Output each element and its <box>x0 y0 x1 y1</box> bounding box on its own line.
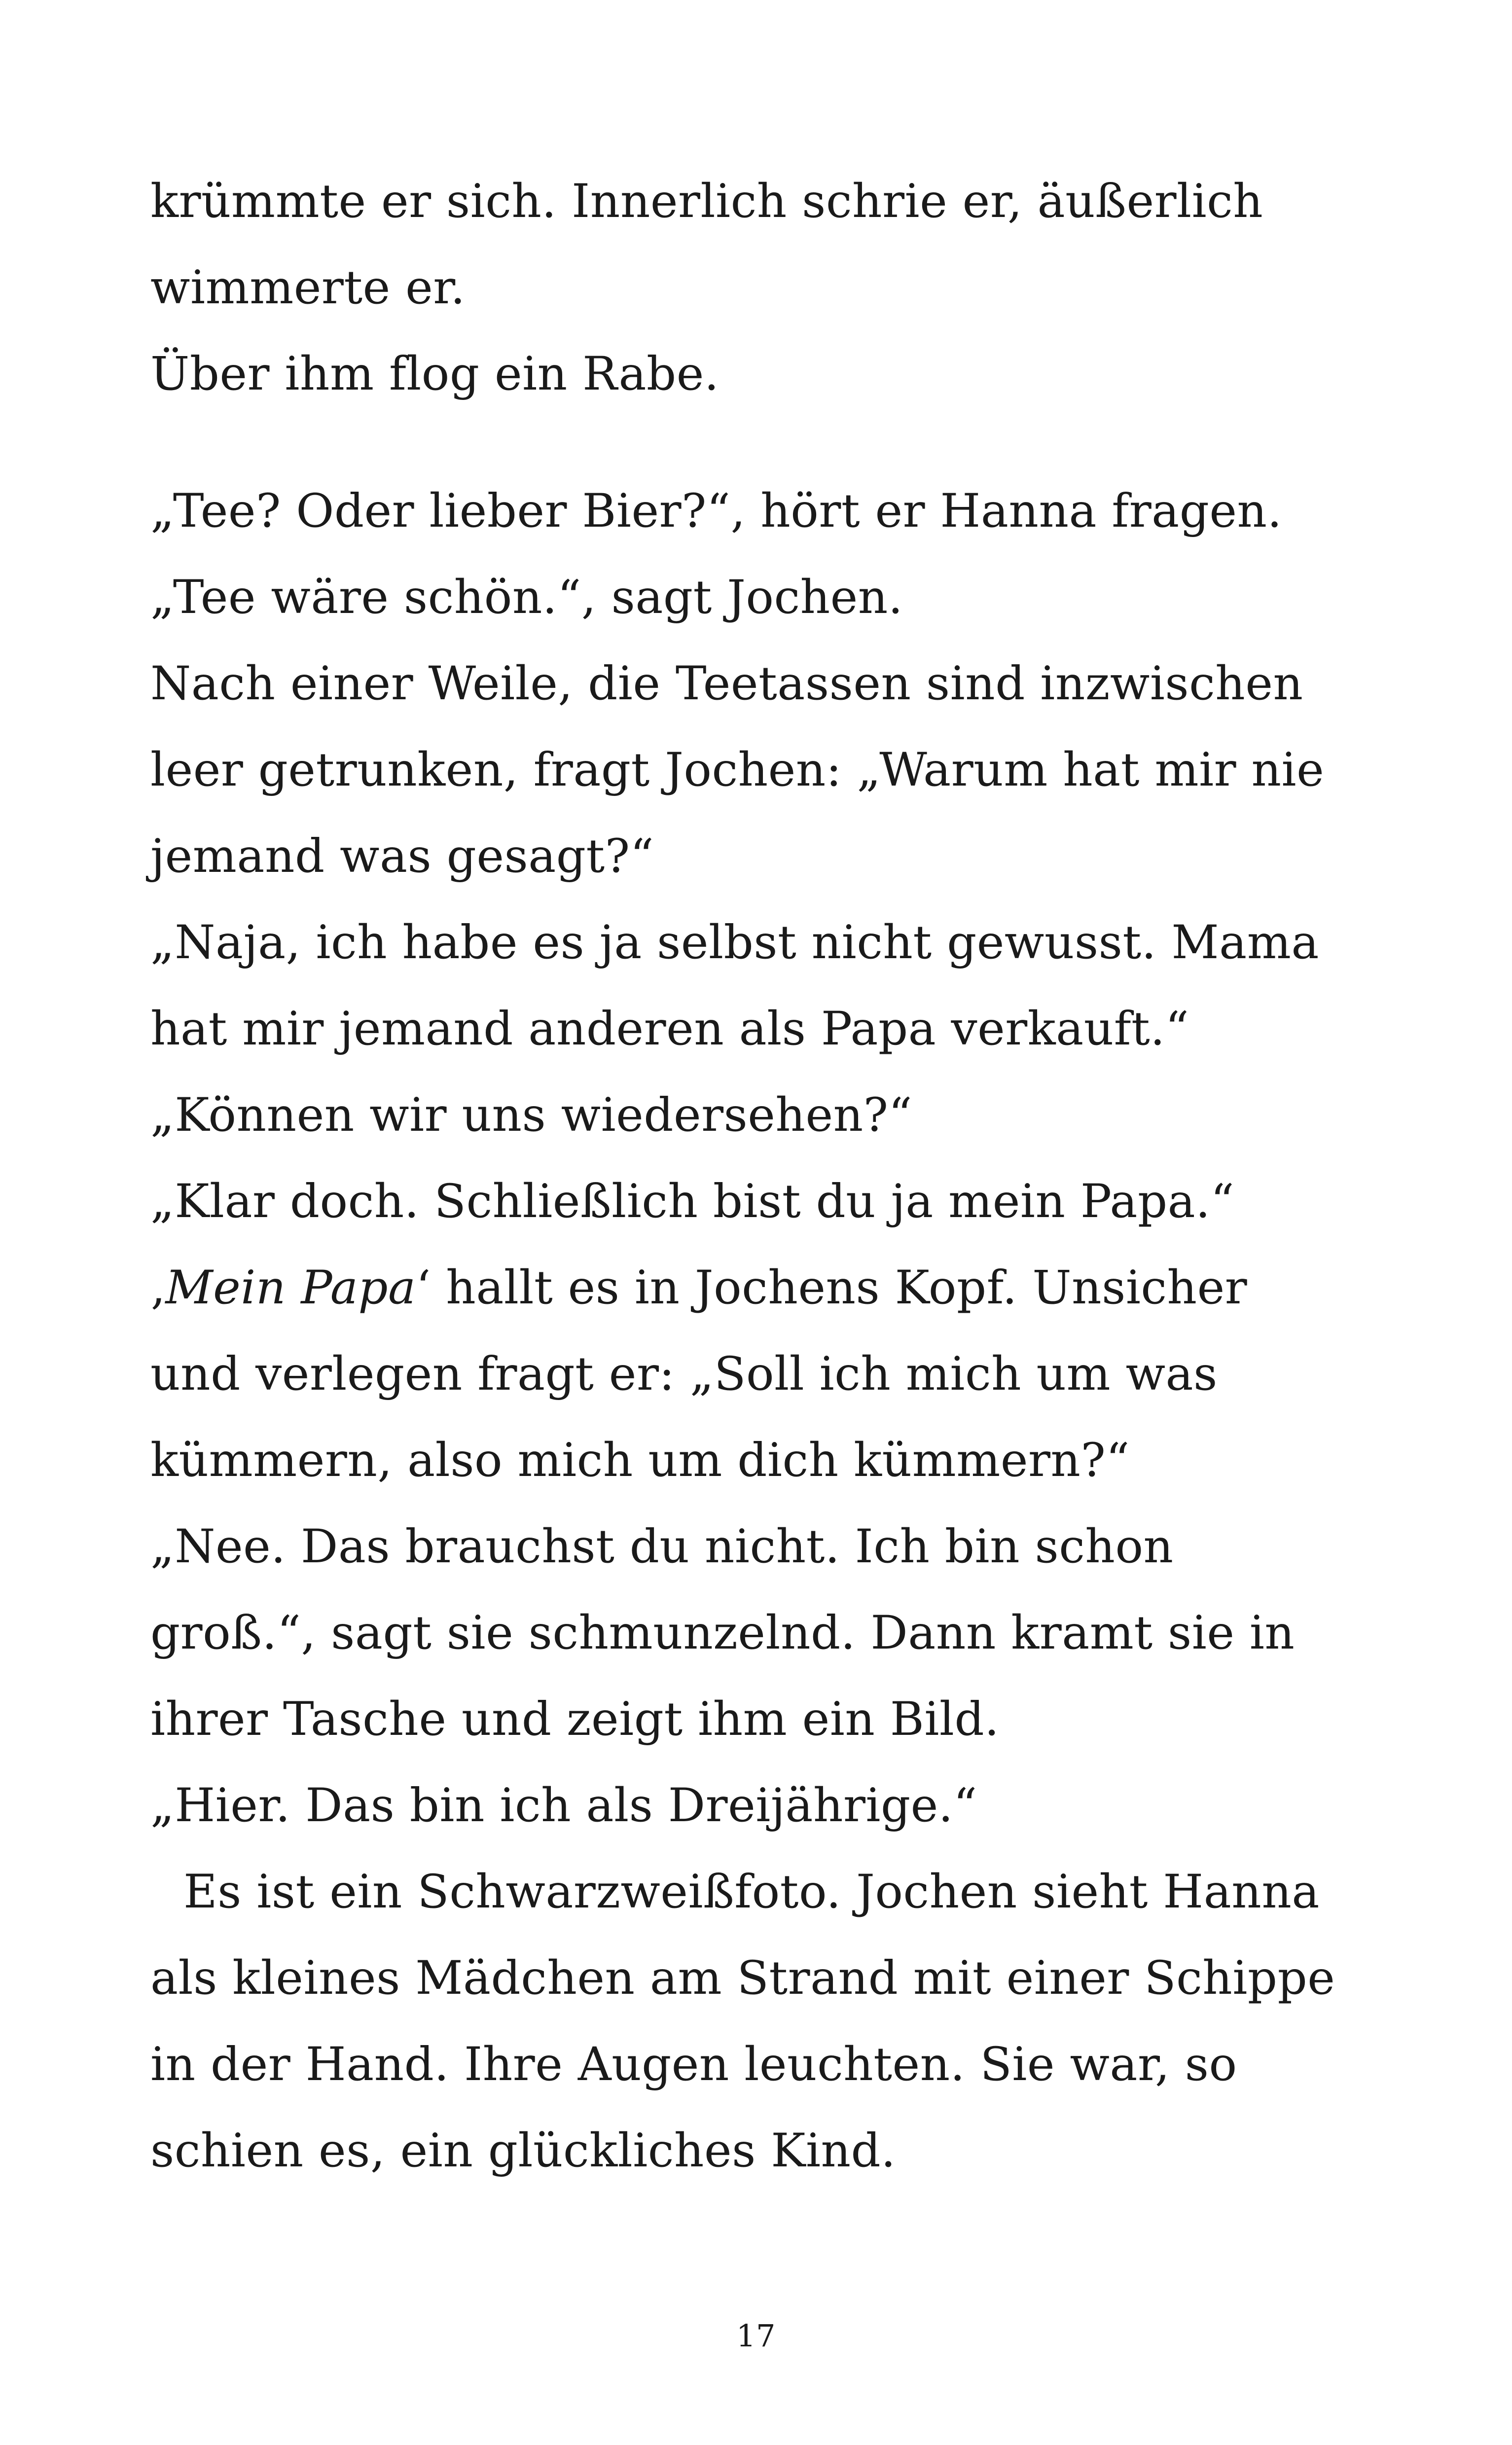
text-line-with-italic <box>150 1261 1248 1315</box>
text-line: jemand was gesagt?“ <box>150 829 654 883</box>
italic-phrase: Mein Papa <box>165 1261 416 1315</box>
text-line: und verlegen fragt er: „Soll ich mich um was <box>150 1347 1218 1401</box>
text-line: als kleines Mädchen am Strand mit einer Schippe <box>150 1951 1335 2005</box>
text-line: Über ihm flog ein Rabe. <box>150 347 720 401</box>
text-line: ihrer Tasche und zeigt ihm ein Bild. <box>150 1692 1000 1746</box>
text-line: hat mir jemand anderen als Papa verkauft.“ <box>150 1002 1189 1056</box>
text-line: Es ist ein Schwarzweißfoto. Jochen sieht Hanna <box>183 1865 1320 1919</box>
text-line: „Klar doch. Schließlich bist du ja mein Papa.“ <box>150 1175 1235 1228</box>
text-line: wimmerte er. <box>150 261 466 315</box>
text-line: schien es, ein glückliches Kind. <box>150 2124 896 2178</box>
text-line: „Können wir uns wiedersehen?“ <box>150 1088 913 1142</box>
text-line: „Hier. Das bin ich als Dreijährige.“ <box>150 1779 977 1833</box>
text-line: „Tee wäre schön.“, sagt Jochen. <box>150 571 903 624</box>
text-line: „Tee? Oder lieber Bier?“, hört er Hanna fragen. <box>150 484 1282 538</box>
line-rest: ‘ hallt es in Jochens Kopf. Unsicher <box>416 1261 1248 1315</box>
text-line: Nach einer Weile, die Teetassen sind inzwischen <box>150 657 1303 711</box>
text-line: groß.“, sagt sie schmunzelnd. Dann kramt sie in <box>150 1606 1295 1660</box>
open-quote: ‚ <box>150 1261 166 1315</box>
text-line: „Naja, ich habe es ja selbst nicht gewusst. Mama <box>150 916 1319 970</box>
page-number: 17 <box>736 2318 776 2354</box>
text-line: in der Hand. Ihre Augen leuchten. Sie war, so <box>150 2038 1237 2091</box>
text-line: „Nee. Das brauchst du nicht. Ich bin schon <box>150 1520 1174 1574</box>
text-line: kümmern, also mich um dich kümmern?“ <box>150 1434 1130 1487</box>
text-line: leer getrunken, fragt Jochen: „Warum hat mir nie <box>150 743 1325 797</box>
text-line: krümmte er sich. Innerlich schrie er, äußerlich <box>150 175 1263 228</box>
